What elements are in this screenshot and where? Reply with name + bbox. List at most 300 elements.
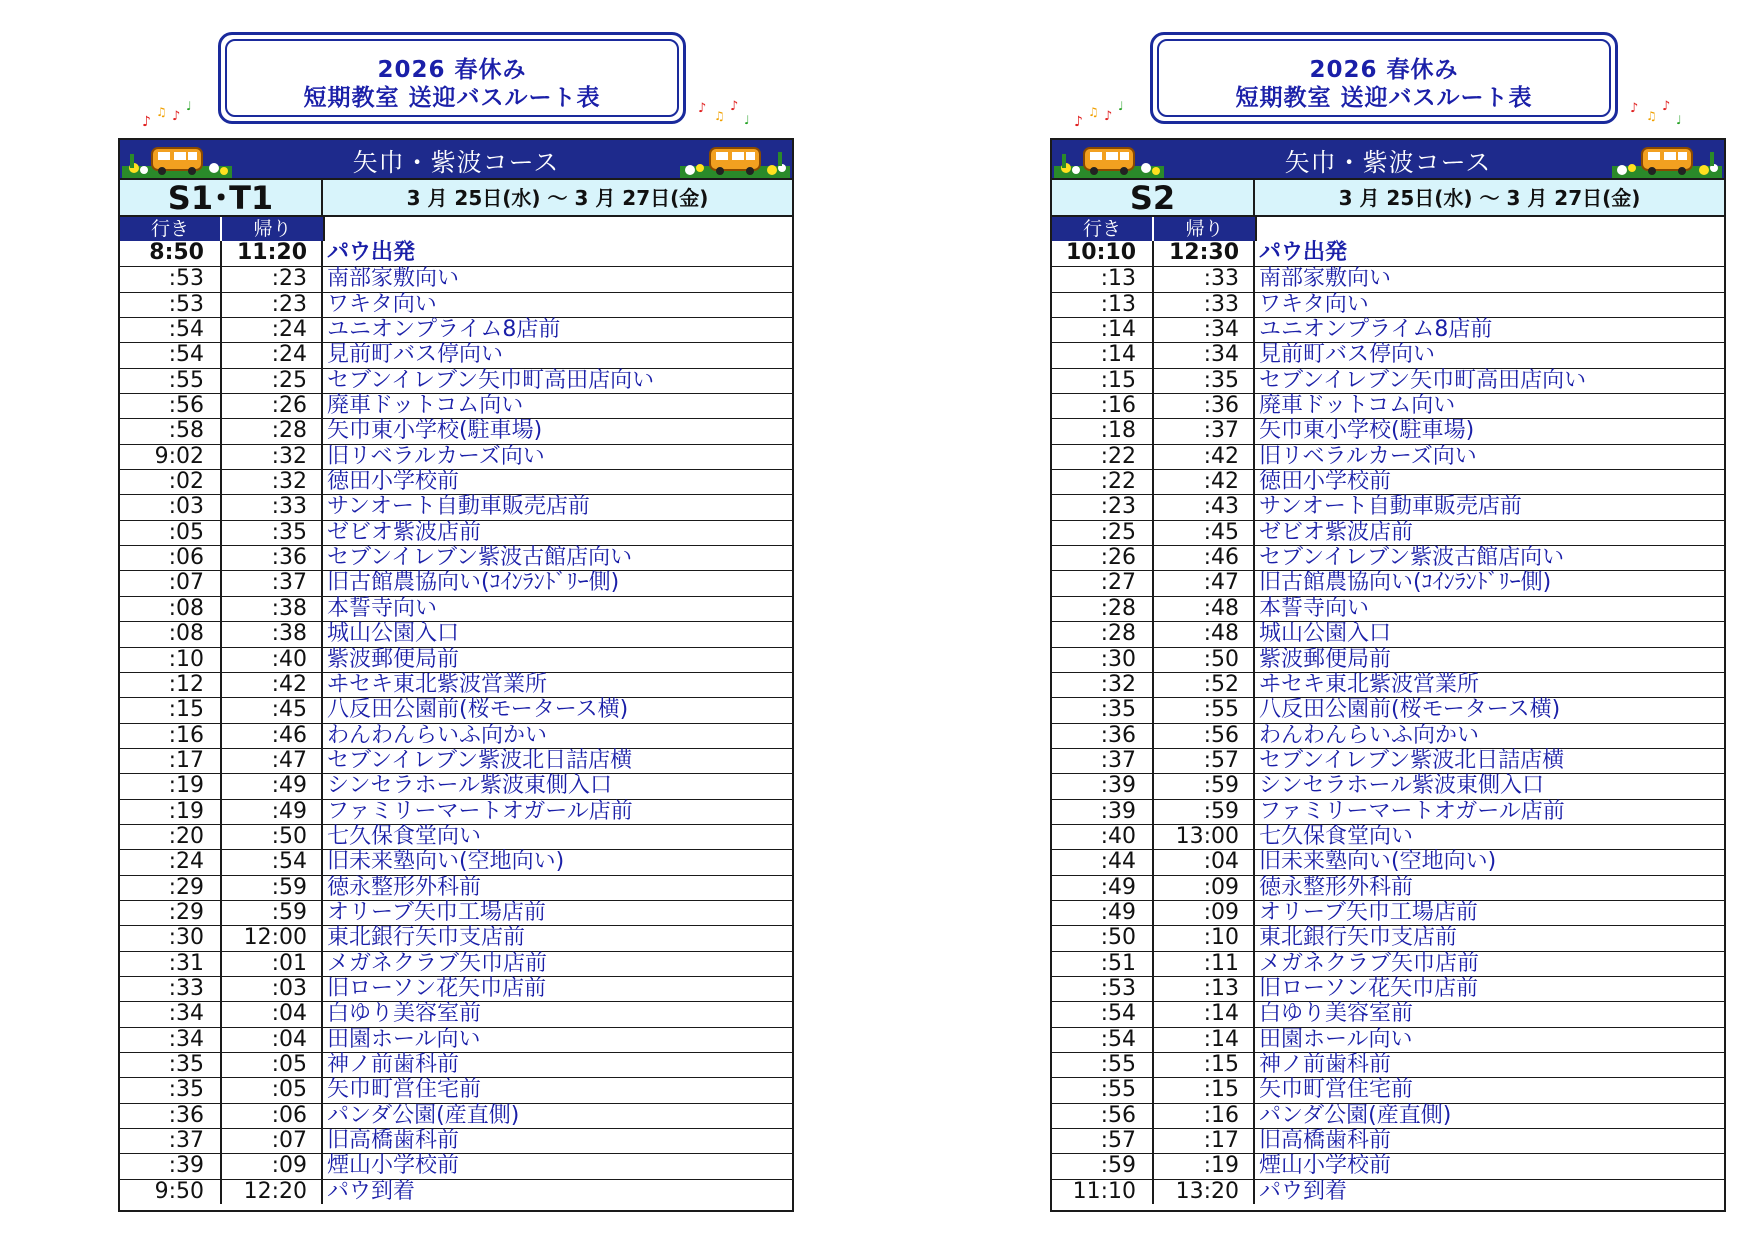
stop-name: 旧ローソン花矢巾店前	[327, 975, 547, 1001]
date-range: 3 月 25日(水) ～ 3 月 27日(金)	[1338, 186, 1641, 210]
time-back: :35	[222, 521, 323, 545]
stop-name: 旧リベラルカーズ向い	[1259, 443, 1477, 469]
table-row	[120, 951, 792, 976]
svg-text:♪: ♪	[1630, 101, 1641, 116]
time-go: :19	[120, 800, 222, 824]
music-notes-icon	[142, 98, 202, 138]
stop-name: 城山公園入口	[327, 621, 460, 647]
table-row	[120, 1027, 792, 1052]
time-go: :58	[120, 419, 222, 443]
stop-name: 田園ホール向い	[327, 1026, 481, 1052]
table-row	[120, 444, 792, 469]
time-back: :05	[222, 1078, 323, 1102]
time-go: :15	[120, 698, 222, 722]
table-row	[120, 570, 792, 595]
stop-name: パウ出発	[327, 240, 416, 265]
table-row	[1052, 925, 1724, 950]
stop-name: サンオート自動車販売店前	[1259, 494, 1522, 520]
title-box	[1150, 32, 1618, 124]
time-go: 10:10	[1052, 241, 1154, 266]
stop-name: 旧リベラルカーズ向い	[327, 443, 545, 469]
table-row	[1052, 1027, 1724, 1052]
time-back: 12:00	[222, 926, 323, 950]
music-notes-icon	[1630, 98, 1690, 138]
stop-name: サンオート自動車販売店前	[327, 494, 590, 520]
bus-flowers-icon	[680, 140, 790, 178]
stop-name: 廃車ドットコム向い	[327, 393, 524, 419]
stop-name: オリーブ矢巾工場店前	[1259, 899, 1478, 925]
stop-name: 南部家敷向い	[1259, 266, 1392, 292]
stop-name: ワキタ向い	[327, 291, 437, 317]
table-row	[120, 748, 792, 773]
date-range: 3 月 25日(水) ～ 3 月 27日(金)	[406, 186, 709, 210]
time-go: :56	[120, 394, 222, 418]
table-row	[1052, 368, 1724, 393]
stop-name: パウ到着	[1259, 1178, 1348, 1204]
time-go: :16	[120, 724, 222, 748]
stop-name: シンセラホール紫波東側入口	[1259, 773, 1545, 799]
route-table	[118, 138, 794, 1212]
stop-name: 東北銀行矢巾支店前	[1259, 925, 1458, 951]
time-go: :27	[1052, 571, 1154, 595]
time-go: :53	[1052, 977, 1154, 1001]
stop-name: 城山公園入口	[1259, 621, 1392, 647]
table-row	[1052, 900, 1724, 925]
time-back: :10	[1154, 926, 1255, 950]
title-box	[218, 32, 686, 124]
table-row	[1052, 1103, 1724, 1128]
time-go: :22	[1052, 445, 1154, 469]
title-line-2: 短期教室 送迎バスルート表	[303, 85, 601, 111]
stop-name: 白ゆり美容室前	[1259, 1001, 1414, 1027]
stop-name: 徳永整形外科前	[327, 874, 482, 900]
stop-name: 煙山小学校前	[327, 1153, 460, 1179]
stop-name: 徳田小学校前	[327, 469, 460, 495]
stop-name: 矢巾町営住宅前	[327, 1077, 482, 1103]
time-back: :25	[222, 369, 323, 393]
time-go: :15	[1052, 369, 1154, 393]
time-back: 13:20	[1154, 1180, 1255, 1204]
divider	[1255, 217, 1257, 241]
stop-name: 東北銀行矢巾支店前	[327, 925, 526, 951]
table-row	[1052, 875, 1724, 900]
stop-name: セブンイレブン紫波北日詰店横	[1259, 747, 1565, 773]
stop-name: ユニオンプライム8店前	[1259, 317, 1493, 343]
course-title: 矢巾・紫波コース	[352, 148, 560, 177]
table-row	[120, 1179, 792, 1204]
time-back: :32	[222, 470, 323, 494]
time-back: :55	[1154, 698, 1255, 722]
route-sheet-left	[118, 0, 838, 1241]
time-back: :24	[222, 343, 323, 367]
stop-name: 旧高橋歯科前	[1259, 1128, 1392, 1154]
time-back: :14	[1154, 1028, 1255, 1052]
table-row	[120, 368, 792, 393]
table-row	[120, 799, 792, 824]
time-go: 9:50	[120, 1180, 222, 1204]
table-row	[120, 1052, 792, 1077]
time-go: :50	[1052, 926, 1154, 950]
time-go: :40	[1052, 825, 1154, 849]
time-go: :24	[120, 850, 222, 874]
time-back: :32	[222, 445, 323, 469]
table-row	[120, 418, 792, 443]
table-row	[120, 1077, 792, 1102]
svg-text:♪: ♪	[172, 109, 183, 124]
time-back: :45	[1154, 521, 1255, 545]
time-back: :50	[222, 825, 323, 849]
table-row	[120, 900, 792, 925]
time-go: :35	[120, 1053, 222, 1077]
table-row	[1052, 570, 1724, 595]
stop-name: ファミリーマートオガール店前	[327, 798, 633, 824]
table-row	[120, 342, 792, 367]
stop-name: 神ノ前歯科前	[327, 1052, 460, 1077]
time-go: :35	[1052, 698, 1154, 722]
course-bar	[1052, 140, 1724, 178]
time-go: :22	[1052, 470, 1154, 494]
svg-text:♪: ♪	[1104, 109, 1115, 124]
table-row	[1052, 1179, 1724, 1204]
table-row	[1052, 266, 1724, 291]
table-row	[1052, 1077, 1724, 1102]
time-back: :59	[222, 901, 323, 925]
time-back: :28	[222, 419, 323, 443]
svg-text:♫: ♫	[714, 109, 727, 123]
time-go: :02	[120, 470, 222, 494]
time-back: :59	[1154, 774, 1255, 798]
time-go: :44	[1052, 850, 1154, 874]
music-notes-icon	[698, 98, 758, 138]
time-back: :37	[222, 571, 323, 595]
stop-name: シンセラホール紫波東側入口	[327, 773, 613, 799]
time-back: :34	[1154, 343, 1255, 367]
time-back: :26	[222, 394, 323, 418]
stop-name: 旧古館農協向い(ｺｲﾝﾗﾝﾄﾞﾘｰ側)	[1259, 570, 1552, 596]
stop-name: 八反田公園前(桜モータース横)	[1259, 697, 1561, 723]
time-back: 12:30	[1154, 241, 1255, 266]
table-row	[1052, 799, 1724, 824]
svg-text:♩: ♩	[186, 99, 194, 113]
stop-name: セブンイレブン矢巾町高田店向い	[1259, 367, 1587, 393]
time-go: :14	[1052, 318, 1154, 342]
time-go: :54	[120, 318, 222, 342]
stop-name: セブンイレブン紫波古館店向い	[327, 545, 633, 571]
table-row	[1052, 342, 1724, 367]
time-back: :36	[222, 546, 323, 570]
time-back: :15	[1154, 1078, 1255, 1102]
stop-name: ゼビオ紫波店前	[327, 519, 482, 545]
time-back: :45	[222, 698, 323, 722]
table-row	[120, 773, 792, 798]
time-back: :24	[222, 318, 323, 342]
time-go: :19	[120, 774, 222, 798]
time-go: :32	[1052, 673, 1154, 697]
table-row	[1052, 444, 1724, 469]
time-back: :48	[1154, 622, 1255, 646]
table-row	[1052, 647, 1724, 672]
time-back: :48	[1154, 597, 1255, 621]
table-row	[120, 317, 792, 342]
stop-name: 徳永整形外科前	[1259, 874, 1414, 900]
time-back: :05	[222, 1053, 323, 1077]
time-go: 8:50	[120, 241, 222, 266]
table-row	[120, 494, 792, 519]
stop-name: 本誓寺向い	[1259, 595, 1370, 621]
time-go: 9:02	[120, 445, 222, 469]
table-row	[120, 1001, 792, 1026]
svg-text:♫: ♫	[156, 105, 169, 119]
table-row	[120, 976, 792, 1001]
stop-name: メガネクラブ矢巾店前	[327, 950, 548, 976]
time-back: :38	[222, 597, 323, 621]
table-row	[120, 621, 792, 646]
time-back: :04	[222, 1002, 323, 1026]
time-go: :51	[1052, 952, 1154, 976]
table-row	[1052, 494, 1724, 519]
time-go: :12	[120, 673, 222, 697]
stop-name: オリーブ矢巾工場店前	[327, 899, 546, 925]
time-back: :09	[1154, 876, 1255, 900]
bus-flowers-icon	[1612, 140, 1722, 178]
stop-name: 本誓寺向い	[327, 595, 438, 621]
table-row	[1052, 292, 1724, 317]
time-back: :33	[222, 495, 323, 519]
time-go: :55	[120, 369, 222, 393]
stop-name: 旧未来塾向い(空地向い)	[327, 849, 565, 875]
time-go: :13	[1052, 293, 1154, 317]
time-back: 13:00	[1154, 825, 1255, 849]
time-back: :46	[1154, 546, 1255, 570]
table-row	[1052, 393, 1724, 418]
time-back: :07	[222, 1129, 323, 1153]
time-go: :31	[120, 952, 222, 976]
table-row	[1052, 596, 1724, 621]
time-back: :59	[1154, 800, 1255, 824]
svg-text:♪: ♪	[730, 99, 741, 114]
table-row	[1052, 241, 1724, 266]
column-header-go: 行き	[120, 217, 222, 241]
time-go: :06	[120, 546, 222, 570]
table-row	[1052, 621, 1724, 646]
stop-name: セブンイレブン紫波北日詰店横	[327, 747, 633, 773]
table-row	[1052, 723, 1724, 748]
time-back: :04	[1154, 850, 1255, 874]
stop-name: ヰセキ東北紫波営業所	[327, 671, 548, 697]
time-back: :19	[1154, 1154, 1255, 1178]
time-go: :25	[1052, 521, 1154, 545]
stop-name: 紫波郵便局前	[1259, 646, 1392, 672]
time-go: :03	[120, 495, 222, 519]
column-header-back: 帰り	[222, 217, 323, 241]
stop-name: 神ノ前歯科前	[1259, 1052, 1392, 1077]
time-go: :39	[1052, 774, 1154, 798]
stop-name: ファミリーマートオガール店前	[1259, 798, 1565, 824]
table-row	[120, 292, 792, 317]
stop-name: 旧古館農協向い(ｺｲﾝﾗﾝﾄﾞﾘｰ側)	[327, 570, 620, 596]
time-back: :35	[1154, 369, 1255, 393]
svg-text:♪: ♪	[142, 114, 153, 130]
stop-name: 旧高橋歯科前	[327, 1128, 460, 1154]
stop-name: 旧未来塾向い(空地向い)	[1259, 849, 1497, 875]
stop-name: セブンイレブン紫波古館店向い	[1259, 545, 1565, 571]
table-row	[120, 1128, 792, 1153]
time-go: :54	[120, 343, 222, 367]
stop-name: パンダ公園(産直側)	[1259, 1102, 1452, 1128]
time-back: :36	[1154, 394, 1255, 418]
time-back: :15	[1154, 1053, 1255, 1077]
title-line-2: 短期教室 送迎バスルート表	[1235, 85, 1533, 111]
time-back: :14	[1154, 1002, 1255, 1026]
stop-name: ゼビオ紫波店前	[1259, 519, 1414, 545]
route-code: S1･T1	[120, 180, 323, 215]
time-back: :34	[1154, 318, 1255, 342]
table-row	[1052, 824, 1724, 849]
time-go: :39	[120, 1154, 222, 1178]
schedule-rows	[120, 241, 792, 1204]
stop-name: 白ゆり美容室前	[327, 1001, 482, 1027]
svg-text:♪: ♪	[1074, 114, 1085, 130]
time-go: :57	[1052, 1129, 1154, 1153]
table-row	[120, 266, 792, 291]
stop-name: 矢巾東小学校(駐車場)	[327, 418, 543, 444]
stop-name: わんわんらいふ向かい	[327, 722, 548, 748]
stop-name: 矢巾東小学校(駐車場)	[1259, 418, 1475, 444]
time-back: :17	[1154, 1129, 1255, 1153]
stop-name: パンダ公園(産直側)	[327, 1102, 520, 1128]
stop-name: ユニオンプライム8店前	[327, 317, 561, 343]
stop-name: 矢巾町営住宅前	[1259, 1077, 1414, 1103]
svg-text:♪: ♪	[1662, 99, 1673, 114]
time-back: :13	[1154, 977, 1255, 1001]
table-row	[120, 875, 792, 900]
route-header-row	[120, 178, 792, 217]
table-row	[1052, 1153, 1724, 1178]
column-header-go: 行き	[1052, 217, 1154, 241]
table-row	[120, 697, 792, 722]
time-back: :52	[1154, 673, 1255, 697]
time-go: :18	[1052, 419, 1154, 443]
table-row	[1052, 748, 1724, 773]
time-go: :07	[120, 571, 222, 595]
column-header-back: 帰り	[1154, 217, 1255, 241]
table-row	[1052, 849, 1724, 874]
stop-name: 旧ローソン花矢巾店前	[1259, 975, 1479, 1001]
svg-text:♩: ♩	[1118, 99, 1126, 113]
time-go: :55	[1052, 1078, 1154, 1102]
stop-name: パウ出発	[1259, 240, 1348, 265]
time-back: :42	[1154, 470, 1255, 494]
time-go: :33	[120, 977, 222, 1001]
divider	[323, 217, 325, 241]
time-back: :46	[222, 724, 323, 748]
svg-text:♩: ♩	[1676, 113, 1684, 127]
svg-text:♫: ♫	[1646, 109, 1659, 123]
table-row	[120, 824, 792, 849]
time-back: :40	[222, 648, 323, 672]
time-back: :42	[1154, 445, 1255, 469]
time-go: :08	[120, 597, 222, 621]
stop-name: ヰセキ東北紫波営業所	[1259, 671, 1480, 697]
time-go: 11:10	[1052, 1180, 1154, 1204]
time-go: :30	[120, 926, 222, 950]
table-row	[120, 545, 792, 570]
stop-name: 徳田小学校前	[1259, 469, 1392, 495]
stop-name: 田園ホール向い	[1259, 1026, 1413, 1052]
svg-text:♫: ♫	[1088, 105, 1101, 119]
table-row	[120, 1103, 792, 1128]
time-back: :57	[1154, 749, 1255, 773]
time-back: :47	[222, 749, 323, 773]
time-go: :54	[1052, 1028, 1154, 1052]
time-go: :30	[1052, 648, 1154, 672]
time-go: :37	[1052, 749, 1154, 773]
time-back: :04	[222, 1028, 323, 1052]
time-go: :05	[120, 521, 222, 545]
table-row	[120, 520, 792, 545]
table-row	[1052, 520, 1724, 545]
time-go: :29	[120, 876, 222, 900]
time-go: :36	[120, 1104, 222, 1128]
time-go: :08	[120, 622, 222, 646]
table-row	[1052, 545, 1724, 570]
stop-name: 廃車ドットコム向い	[1259, 393, 1456, 419]
time-back: :23	[222, 293, 323, 317]
time-go: :49	[1052, 876, 1154, 900]
time-go: :55	[1052, 1053, 1154, 1077]
time-go: :14	[1052, 343, 1154, 367]
time-go: :28	[1052, 622, 1154, 646]
time-back: :47	[1154, 571, 1255, 595]
time-back: :50	[1154, 648, 1255, 672]
time-go: :59	[1052, 1154, 1154, 1178]
table-row	[120, 1153, 792, 1178]
stop-name: 南部家敷向い	[327, 266, 460, 292]
title-line-1: 2026 春休み	[1309, 57, 1459, 83]
time-back: :49	[222, 774, 323, 798]
title-line-1: 2026 春休み	[377, 57, 527, 83]
stop-name: 八反田公園前(桜モータース横)	[327, 697, 629, 723]
time-back: :59	[222, 876, 323, 900]
table-row	[1052, 773, 1724, 798]
course-title: 矢巾・紫波コース	[1284, 148, 1492, 177]
time-go: :36	[1052, 724, 1154, 748]
table-row	[1052, 317, 1724, 342]
route-sheet-right	[1050, 0, 1755, 1241]
table-row	[120, 849, 792, 874]
table-row	[120, 469, 792, 494]
time-back: :23	[222, 267, 323, 291]
time-go: :34	[120, 1028, 222, 1052]
time-back: :33	[1154, 267, 1255, 291]
route-header-row	[1052, 178, 1724, 217]
time-go: :37	[120, 1129, 222, 1153]
svg-text:♪: ♪	[698, 101, 709, 116]
stop-name: パウ到着	[327, 1178, 416, 1204]
time-back: :03	[222, 977, 323, 1001]
table-row	[1052, 976, 1724, 1001]
route-code: S2	[1052, 180, 1255, 215]
time-go: :53	[120, 267, 222, 291]
time-back: :06	[222, 1104, 323, 1128]
table-row	[120, 393, 792, 418]
table-row	[1052, 1128, 1724, 1153]
time-back: :09	[222, 1154, 323, 1178]
time-back: 11:20	[222, 241, 323, 266]
time-go: :34	[120, 1002, 222, 1026]
table-row	[120, 596, 792, 621]
time-back: 12:20	[222, 1180, 323, 1204]
